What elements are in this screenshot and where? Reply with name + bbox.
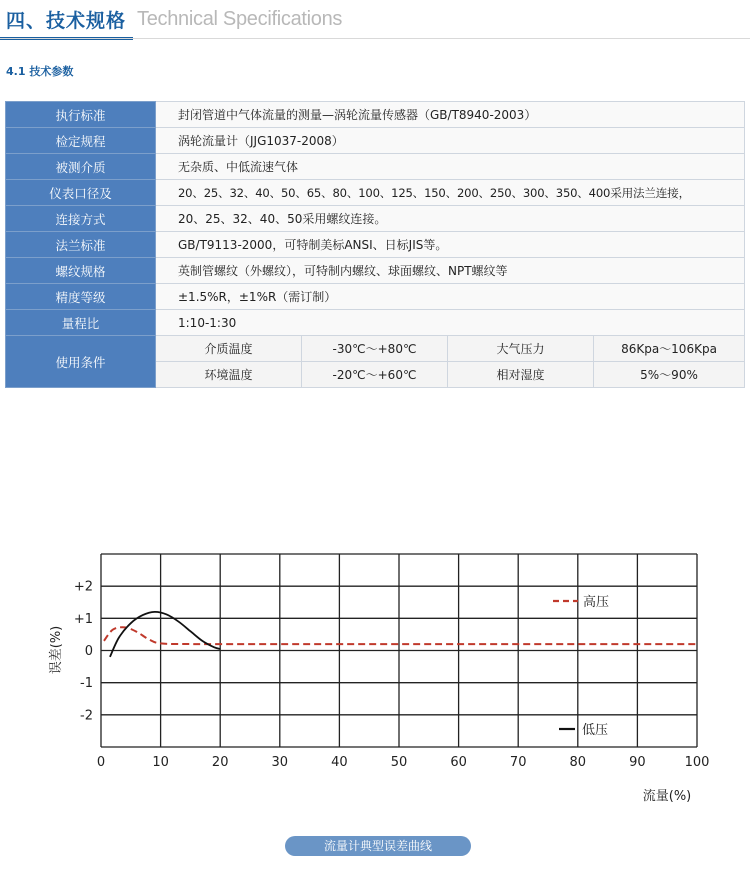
x-tick-label: 80: [569, 755, 587, 770]
spec-value: 20、25、32、40、50采用螺纹连接。: [156, 206, 745, 232]
header-title-en: Technical Specifications: [137, 8, 343, 30]
spec-row: [6, 284, 745, 310]
x-tick-label: 30: [271, 755, 289, 770]
x-tick-label: 20: [211, 755, 229, 770]
spec-value: 无杂质、中低流速气体: [156, 154, 745, 180]
x-tick-label: 70: [509, 755, 527, 770]
spec-label: 检定规程: [6, 128, 156, 154]
header-title-cn: 四、技术规格: [6, 10, 127, 32]
spec-row: [6, 102, 745, 128]
x-tick-label: 60: [450, 755, 467, 770]
spec-value: ±1.5%R，±1%R（需订制）: [156, 284, 745, 310]
spec-value: 1:10-1:30: [156, 310, 745, 336]
spec-label: 精度等级: [6, 284, 156, 310]
spec-value: 英制管螺纹（外螺纹），可特制内螺纹、球面螺纹、NPT螺纹等: [156, 258, 745, 284]
x-tick-label: 90: [629, 755, 646, 770]
header-divider: [0, 38, 750, 39]
condition-row: [6, 336, 745, 362]
legend-label-low: 低压: [582, 723, 609, 738]
condition-value: -20℃～+60℃: [302, 362, 448, 388]
y-tick-label: -1: [80, 676, 93, 692]
spec-label: 量程比: [6, 310, 156, 336]
chart-legend: [553, 594, 609, 738]
x-axis-label: 流量(%): [642, 789, 692, 804]
section-title: 4.1 技术参数: [6, 65, 74, 78]
page-header: [0, 0, 750, 40]
chart-ticks: [74, 580, 710, 770]
legend-label-high: 高压: [583, 595, 610, 610]
spec-value: 封闭管道中气体流量的测量—涡轮流量传感器（GB/T8940-2003）: [156, 102, 745, 128]
x-tick-label: 40: [331, 755, 348, 770]
spec-label: 被测介质: [6, 154, 156, 180]
y-tick-label: +2: [73, 579, 93, 595]
y-tick-label: 0: [84, 644, 93, 659]
x-tick-label: 0: [96, 755, 106, 770]
condition-key: 大气压力: [448, 336, 594, 362]
condition-key: 相对湿度: [448, 362, 594, 388]
condition-key: 环境温度: [156, 362, 302, 388]
series-line-high-pressure: [104, 627, 697, 644]
spec-row: [6, 128, 745, 154]
spec-table: [5, 101, 745, 388]
spec-row: [6, 180, 745, 206]
spec-label: 仪表口径及: [6, 180, 156, 206]
error-curve-chart: [0, 540, 750, 820]
condition-value: 86Kpa～106Kpa: [594, 336, 745, 362]
x-tick-label: 10: [152, 755, 169, 770]
y-tick-label: +1: [73, 611, 93, 627]
chart-grid: [101, 554, 697, 747]
y-axis-label: 误差(%): [49, 625, 64, 675]
spec-label: 连接方式: [6, 206, 156, 232]
spec-value: GB/T9113-2000，可特制美标ANSI、日标JIS等。: [156, 232, 745, 258]
x-tick-label: 50: [390, 755, 408, 770]
chart-caption: 流量计典型误差曲线: [285, 836, 471, 856]
condition-value: 5%～90%: [594, 362, 745, 388]
x-tick-label: 100: [684, 755, 710, 770]
spec-value: 涡轮流量计（JJG1037-2008）: [156, 128, 745, 154]
conditions-label: 使用条件: [6, 336, 156, 388]
spec-label: 法兰标准: [6, 232, 156, 258]
y-tick-label: -2: [80, 708, 93, 724]
spec-label: 螺纹规格: [6, 258, 156, 284]
spec-label: 执行标准: [6, 102, 156, 128]
spec-row: [6, 154, 745, 180]
condition-key: 介质温度: [156, 336, 302, 362]
spec-row: [6, 258, 745, 284]
spec-row: [6, 310, 745, 336]
spec-row: [6, 232, 745, 258]
condition-value: -30℃～+80℃: [302, 336, 448, 362]
spec-value: 20、25、32、40、50、65、80、100、125、150、200、250、300、350、400采用法兰连接，: [156, 180, 745, 206]
spec-row: [6, 206, 745, 232]
